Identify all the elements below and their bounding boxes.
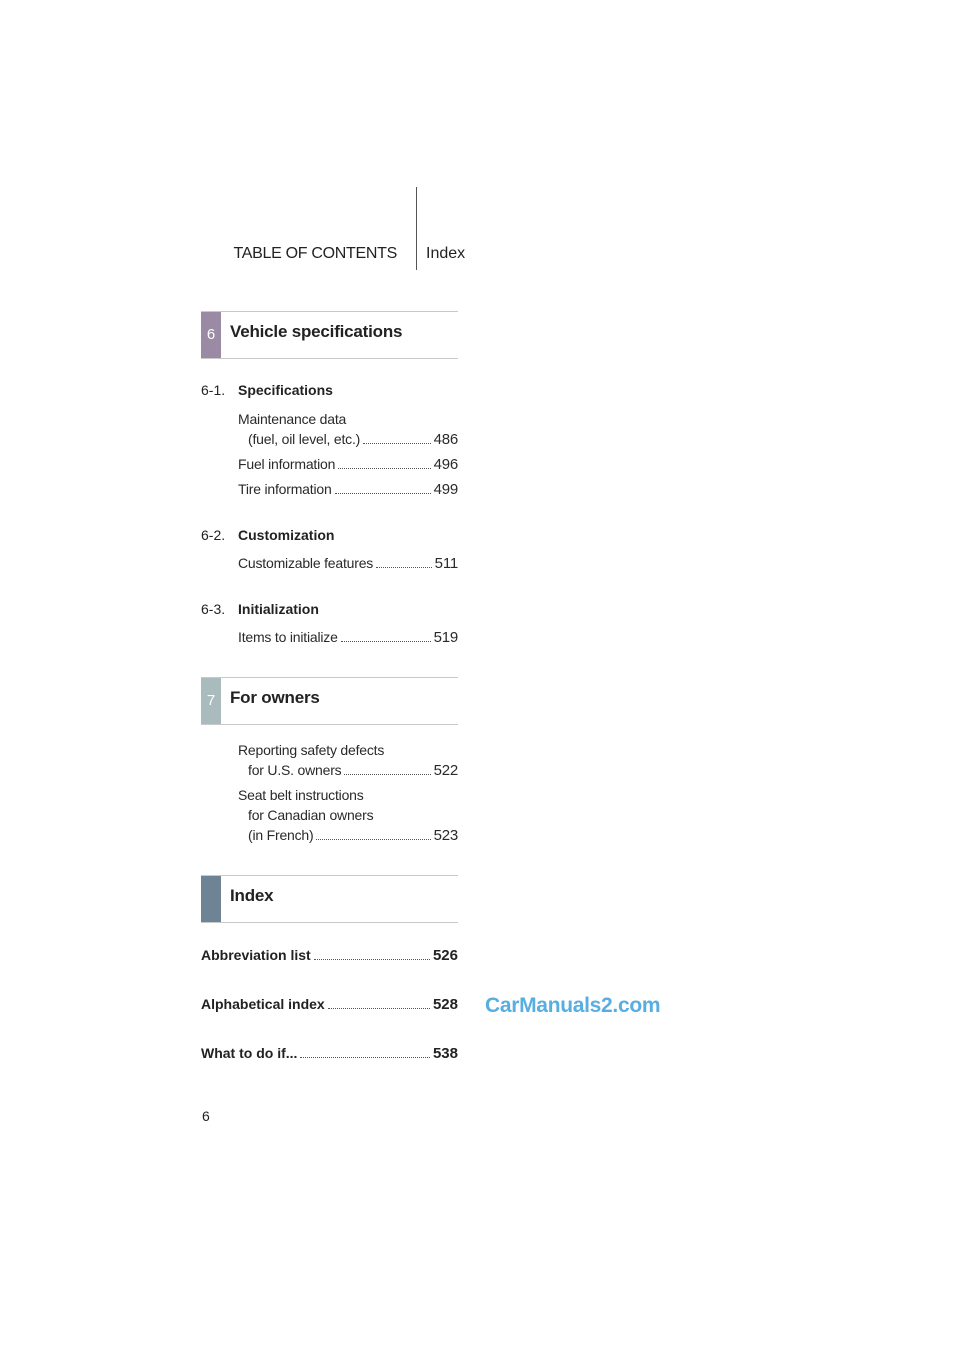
entry-page: 523 xyxy=(433,827,458,844)
entry-page: 522 xyxy=(433,762,458,779)
entry-leader-line xyxy=(238,825,458,845)
entry-text: for U.S. owners xyxy=(248,762,342,778)
subsection-title: Customization xyxy=(238,527,335,543)
section-header-for-owners xyxy=(201,677,458,725)
section-number: 7 xyxy=(201,678,221,724)
toc-entry-customizable-features[interactable] xyxy=(238,553,458,573)
entry-leader-line xyxy=(238,429,458,449)
subsection-number: 6-2. xyxy=(201,527,226,543)
section-title: Vehicle specifications xyxy=(230,322,403,341)
subsection-heading xyxy=(201,382,333,398)
entry-page: 528 xyxy=(432,996,458,1013)
entry-text: (in French) xyxy=(248,827,314,843)
entry-page: 496 xyxy=(433,456,458,473)
section-number: 6 xyxy=(201,312,221,358)
section-header-index xyxy=(201,875,458,923)
toc-entry-reporting-safety-defects[interactable] xyxy=(238,740,458,780)
toc-entry-what-to-do-if[interactable] xyxy=(201,1043,458,1063)
subsection-heading xyxy=(201,601,319,617)
watermark-link[interactable]: CarManuals2.com xyxy=(485,994,661,1017)
dot-leader xyxy=(335,481,431,494)
entry-page: 526 xyxy=(432,947,458,964)
entry-page: 511 xyxy=(434,555,458,572)
entry-leader-line xyxy=(238,627,458,647)
toc-entry-seat-belt-instructions[interactable] xyxy=(238,785,458,845)
entry-page: 519 xyxy=(433,629,458,646)
header-divider xyxy=(416,187,417,270)
dot-leader xyxy=(300,1045,430,1058)
dot-leader xyxy=(316,827,430,840)
toc-entry-items-to-initialize[interactable] xyxy=(238,627,458,647)
subsection-number: 6-3. xyxy=(201,601,226,617)
dot-leader xyxy=(338,456,430,469)
toc-entry-maintenance-data[interactable] xyxy=(238,409,458,449)
dot-leader xyxy=(363,431,430,444)
entry-text: Tire information xyxy=(238,481,332,497)
entry-line: Reporting safety defects xyxy=(238,742,385,758)
entry-text: Alphabetical index xyxy=(201,996,325,1012)
entry-text: Fuel information xyxy=(238,456,336,472)
entry-text: (fuel, oil level, etc.) xyxy=(248,431,361,447)
page-number: 6 xyxy=(202,1108,210,1124)
dot-leader xyxy=(376,555,432,568)
entry-text: Customizable features xyxy=(238,555,374,571)
entry-page: 538 xyxy=(432,1045,458,1062)
entry-leader-line xyxy=(238,454,458,474)
entry-line: Maintenance data xyxy=(238,411,347,427)
entry-text: What to do if... xyxy=(201,1045,298,1061)
dot-leader xyxy=(328,996,430,1009)
header-index-link[interactable]: Index xyxy=(426,245,466,262)
toc-entry-abbreviation-list[interactable] xyxy=(201,945,458,965)
subsection-number: 6-1. xyxy=(201,382,226,398)
entry-page: 499 xyxy=(433,481,458,498)
toc-entry-tire-information[interactable] xyxy=(238,479,458,499)
section-color-tab xyxy=(201,876,221,922)
header-toc-link[interactable]: TABLE OF CONTENTS xyxy=(233,245,397,262)
entry-text: Abbreviation list xyxy=(201,947,311,963)
dot-leader xyxy=(344,762,430,775)
entry-page: 486 xyxy=(433,431,458,448)
entry-line: for Canadian owners xyxy=(248,807,374,823)
entry-leader-line xyxy=(201,945,458,965)
section-title: Index xyxy=(230,886,274,905)
dot-leader xyxy=(314,947,430,960)
section-header-vehicle-specifications xyxy=(201,311,458,359)
subsection-title: Initialization xyxy=(238,601,319,617)
entry-leader-line xyxy=(201,1043,458,1063)
entry-text: Items to initialize xyxy=(238,629,338,645)
subsection-heading xyxy=(201,527,334,543)
entry-line: Seat belt instructions xyxy=(238,787,364,803)
toc-entry-alphabetical-index[interactable] xyxy=(201,994,458,1014)
toc-entry-fuel-information[interactable] xyxy=(238,454,458,474)
section-title: For owners xyxy=(230,688,320,707)
entry-leader-line xyxy=(238,479,458,499)
dot-leader xyxy=(341,629,431,642)
entry-leader-line xyxy=(238,553,458,573)
entry-leader-line xyxy=(238,760,458,780)
subsection-title: Specifications xyxy=(238,382,333,398)
entry-leader-line xyxy=(201,994,458,1014)
